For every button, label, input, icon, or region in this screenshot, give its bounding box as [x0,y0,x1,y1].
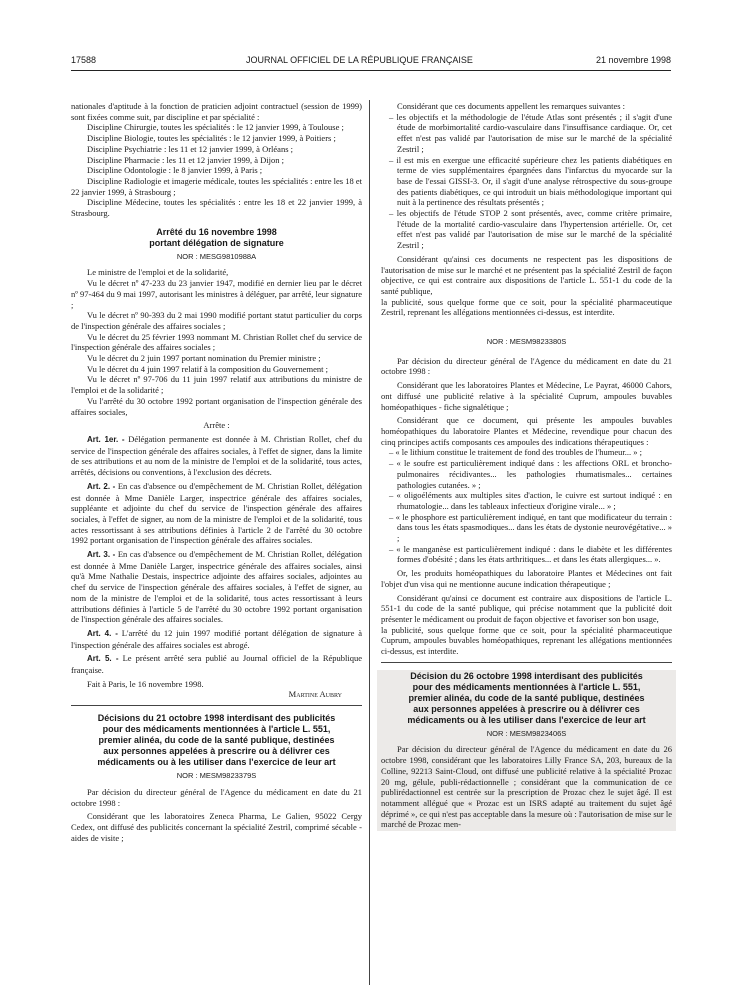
nor-reference: NOR : MESM9823380S [486,337,567,347]
visa-line: Vu le décret nº 47-233 du 23 janvier 1947, modifié en dernier lieu par le décret nº 97-464 du 9 mai 1997, autorisant les ministres à déléguer, par arrêté, leur signature ; [71,278,362,310]
section-rule [71,705,362,706]
journal-title: JOURNAL OFFICIEL DE LA RÉPUBLIQUE FRANÇAISE [246,55,473,65]
article-text: L'arrêté du 12 juin 1997 modifié portant délégation de signature à l'inspection générale des affaires sociales est abrogé. [71,627,362,650]
considerant-paragraph: Considérant que les laboratoires Plantes et Médecine, Le Payrat, 46000 Cahors, ont diffusé une publicité relative à la spécialité Cuprum, ampoules buvables homéopathiques - fiche signalétique ; [381,380,672,412]
decision-section [377,670,676,831]
page-number: 17588 [71,55,97,65]
conclusion-paragraph: Considérant qu'ainsi ces documents ne respectent pas les dispositions de l'autorisation de mise sur le marché et ne présentent pas la spécialité Zestril de façon objective, ce qui est contraire aux dispositions de l'article L. 551-1 du code de la santé publique, [381,253,672,296]
discipline-line: Discipline Pharmacie : les 11 et 12 janvier 1999, à Dijon ; [87,154,285,165]
arrete-word: Arrête : [203,420,230,431]
visa-line: Vu le décret du 4 juin 1997 relatif à la composition du Gouvernement ; [87,363,328,374]
visa-line: Vu le décret du 2 juin 1997 portant nomination du Premier ministre ; [87,353,321,364]
remark-item: – les objectifs de l'étude STOP 2 sont présentés, avec, comme critère primaire, l'étude de la mortalité cardio-vasculaire dans l'hypertension artérielle. Or, cet effet n'est pas validé par l'autorisation de mise sur le marché de la spécialité Zestril ; [389,208,672,251]
visa-line: Le ministre de l'emploi et de la solidarité, [87,267,229,278]
visa-line: Vu le décret nº 97-706 du 11 juin 1997 relatif aux attributions du ministre de l'emploi et de la solidarité ; [71,374,362,396]
discipline-line: Discipline Médecine, toutes les spécialités : entre les 18 et 22 janvier 1999, à Strasbourg. [71,197,362,219]
article [71,628,362,650]
discipline-line: Discipline Chirurgie, toutes les spécialités : le 12 janvier 1999, à Toulouse ; [87,122,344,133]
considerant-paragraph: Considérant que ce document, qui présente les ampoules buvables homéopathiques du laboratoire Plantes et Médecine, revendique pour chacun des cinq principes actifs composants ces ampoules des indications thérapeutiques : [381,415,672,447]
article-text: En cas d'absence ou d'empêchement de M. Christian Rollet, délégation est donnée à Mme Danièle Larger, inspectrice générale des affaires sociales, ainsi qu'à Mme Nathalie Destais, inspectrice adjointe des affaires sociales, adjointes au chef du service de l'inspection générale des affaires sociales, à l'effet de signer, au nom de la ministre de l'emploi et de la solidarité, tous actes ressortissant à leurs attributions définies à l'article 5 de l'arrêté du 30 octobre 1992 portant organisation de l'inspection générale des affaires sociales. [71,549,363,625]
header-rule [71,70,671,71]
indication-item: – « le phosphore est particulièrement indiqué, en tant que modificateur du terrain : dans tous les états spasmodiques... dans les états de dystonie neurovégétative... » ; [389,511,672,544]
article [71,549,362,625]
indication-item: – « oligoéléments aux multiples sites d'action, le cuivre est surtout indiqué : en rhumatologie... dans les tableaux infectieux d'origine virale... » ; [389,490,672,511]
nor-reference: NOR : MESM9823379S [176,771,257,781]
visa-line: Vu le décret du 25 février 1993 nommant M. Christian Rollet chef du service de l'inspection générale des affaires sociales ; [71,331,362,353]
right-column [381,101,672,831]
remark-item: – il est mis en exergue une efficacité supérieure chez les patients diabétiques en terme de vies supplémentaires épargnées dans l'infarctus du myocarde sur la base de l'essai GISSI-3. Or, il s'agit d'une analyse rétrospective du sous-groupe des patients diabétiques, ce qui introduit un biais méthodologique important qui nuit à la pertinence des résultats présentés ; [389,154,672,208]
indication-item: – « le soufre est particulièrement indiqué dans : les affections ORL et broncho-pulmonaires récidivantes... les pathologies rhumatismales... certaines pathologies cutanées. » ; [389,458,672,490]
article-label: Art. 5. - [87,654,119,664]
column-divider [369,100,370,985]
final-paragraph: la publicité, sous quelque forme que ce soit, pour la spécialité pharmaceutique Zestril, reprenant les allégations mentionnées ci-dessus, est interdite. [381,296,672,318]
considerant-paragraph: Considérant qu'ainsi ce document est contraire aux dispositions de l'article L. 551-1 du code de la santé publique, qui précise notamment que la publicité doit présenter le médicament ou produit de façon objective et favoriser son bon usage, [381,592,672,624]
indication-item: – « le lithium constitue le traitement de fond des troubles de l'humeur... » ; [389,447,642,458]
article-label: Art. 3. - [87,550,116,560]
discipline-line: Discipline Odontologie : le 8 janvier 1999, à Paris ; [87,165,263,176]
remark-item: – les objectifs et la méthodologie de l'étude Atlas sont présentés ; il s'agit d'une étude de morbimortalité cardio-vasculaire dans l'insuffisance cardiaque. Or, cet effet n'est pas validé par l'autorisation de mise sur le marché de la spécialité Zestril ; [389,111,672,154]
article-label: Art. 4. - [87,628,118,638]
issue-date: 21 novembre 1998 [595,55,671,65]
decision-paragraph: Par décision du directeur général de l'Agence du médicament en date du 26 octobre 1998, considérant que les laboratoires Lilly France SA, 203, bureaux de la Colline, 92213 Saint-Cloud, ont diffusé une publicité relative à la spécialité Prozac 20 mg, gélule, publi-rédactionnelle ; considérant que la communication de ce publirédactionnel est centrée sur la prescription de Prozac chez le sujet âgé. Il est notamment allégué que « Prozac est un ISRS adapté au traitement du sujet âgé déprimé », ce qui n'est pas acceptable dans la mesure où : l'autorisation de mise sur le marché de Prozac men- [381,744,672,830]
arrete-title: Arrêté du 16 novembre 1998 portant délégation de signature [149,226,284,248]
intro-paragraph: nationales d'aptitude à la fonction de praticien adjoint contractuel (session de 1999) sont fixées comme suit, par discipline et par spécialité : [71,101,362,122]
nor-reference: NOR : MESM9823406S [486,728,567,738]
article [71,434,362,478]
discipline-line: Discipline Radiologie et imagerie médicale, toutes les spécialités : entre les 18 et 22 janvier 1999, à Strasbourg ; [71,175,362,197]
article [71,653,362,675]
indication-item: – « le manganèse est particulièrement indiqué : dans le diabète et les différentes formes d'obésité ; dans les états arthritiques... et dans les états allergiques... ». [389,543,672,565]
article [71,481,362,546]
article-text: Le présent arrêté sera publié au Journal officiel de la République française. [71,653,363,676]
article-label: Art. 1er. - [87,434,125,444]
remarks-intro: Considérant que ces documents appellent les remarques suivantes : [397,101,626,111]
page-header [71,55,671,69]
article-label: Art. 2. - [87,481,116,491]
decision-paragraph: Par décision du directeur général de l'Agence du médicament en date du 21 octobre 1998 : [71,786,362,808]
decision-paragraph: Considérant que les laboratoires Zeneca Pharma, Le Galien, 95022 Cergy Cedex, ont diffusé des publicités concernant la spécialité Zestril, comprimé sécable - aides de visite ; [71,811,362,843]
section-rule [381,662,672,663]
decision-title: Décision du 26 octobre 1998 interdisant des publicités pour des médicaments mentionnées à l'article L. 551, premier alinéa, du code de la santé publique, destinées aux personnes appelées à prescrire ou à délivrer ces médicaments ou à les utiliser dans l'exercice de leur art [407,670,646,725]
decisions-title: Décisions du 21 octobre 1998 interdisant des publicités pour des médicaments mentionnées à l'article L. 551, premier alinéa, du code de la santé publique, destinées aux personnes appelées à prescrire ou à délivrer ces médicaments ou à les utiliser dans l'exercice de leur art [97,713,336,768]
final-paragraph: la publicité, sous quelque forme que ce soit, pour la spécialité pharmaceutique Cuprum, ampoules buvables homéopathiques, reprenant les allégations mentionnées ci-dessus, est interdite. [381,624,672,657]
article-text: Délégation permanente est donnée à M. Christian Rollet, chef du service de l'inspection générale des affaires sociales, à l'effet de signer, dans la limite de ses attributions et au nom de la ministre de l'emploi et de la solidarité, tous actes, arrêtés, décisions ou conventions, à l'exclusion des décrets. [71,433,362,478]
decision-intro: Par décision du directeur général de l'Agence du médicament en date du 21 octobre 1998 : [381,355,672,377]
visa-line: Vu l'arrêté du 30 octobre 1992 portant organisation de l'inspection générale des affaires sociales, [71,395,362,417]
nor-reference: NOR : MESG9810988A [176,251,257,261]
visa-line: Vu le décret nº 90-393 du 2 mai 1990 modifié portant statut particulier du corps de l'inspection générale des affaires sociales ; [71,310,362,331]
fait-line: Fait à Paris, le 16 novembre 1998. [87,678,204,689]
considerant-paragraph: Or, les produits homéopathiques du laboratoire Plantes et Médecines ont fait l'objet d'un visa qui ne mentionne aucune indication thérapeutique ; [381,568,672,589]
discipline-line: Discipline Psychiatrie : les 11 et 12 janvier 1999, à Orléans ; [87,143,293,154]
article-text: En cas d'absence ou d'empêchement de M. Christian Rollet, délégation est donnée à Mme Danièle Larger, inspectrice générale des affaires sociales, suppléante et adjointe du chef du service de l'inspection générale des affaires sociales, à l'effet de signer, au nom de la ministre de l'emploi et de la solidarité, tous actes ressortissant à ses attributions définies à l'article 2 de l'arrêté du 30 octobre 1992 portant organisation de l'inspection générale des affaires sociales. [71,480,363,546]
signature: Martine Aubry [288,689,342,700]
left-column [71,101,362,843]
discipline-line: Discipline Biologie, toutes les spécialités : le 12 janvier 1999, à Poitiers ; [87,133,336,144]
